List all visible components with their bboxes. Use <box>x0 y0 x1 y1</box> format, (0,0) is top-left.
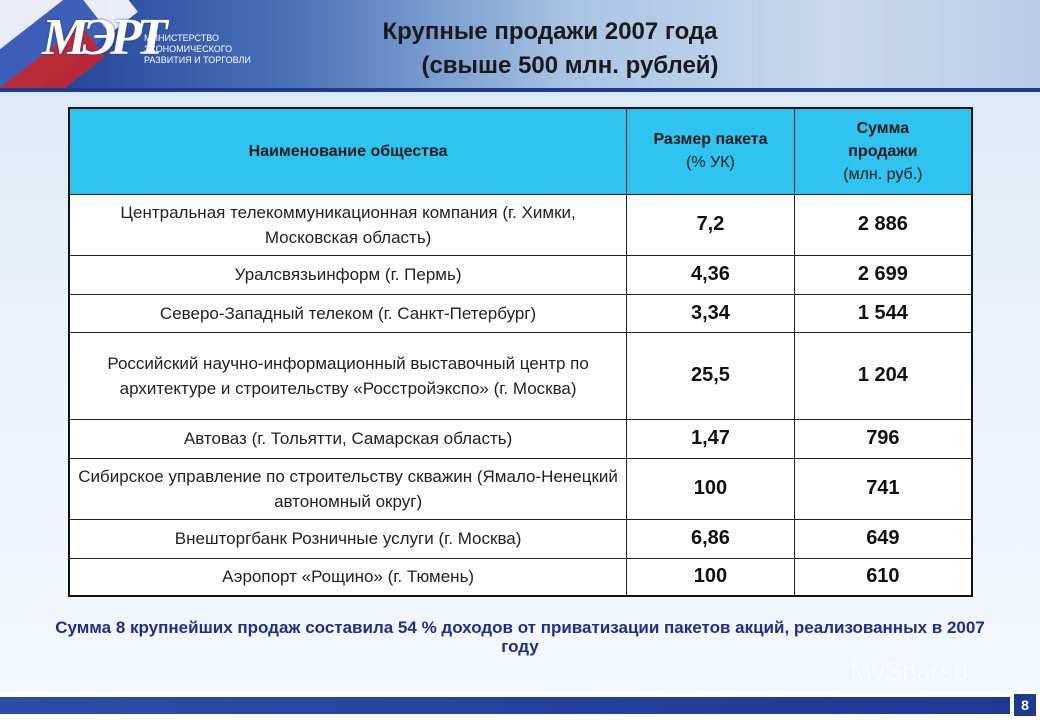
sale-sum: 649 <box>794 519 972 558</box>
package-size: 25,5 <box>627 332 795 419</box>
package-size: 1,47 <box>627 419 795 458</box>
ministry-logo: МЭРТ <box>42 9 162 66</box>
table-row <box>69 255 972 294</box>
company-name: Уралсвязьинформ (г. Пермь) <box>69 255 627 294</box>
bottom-stripe <box>0 697 1010 714</box>
company-name: Центральная телекоммуникационная компания (г. Химки, Московская область) <box>69 194 627 255</box>
table-row <box>69 194 972 255</box>
ministry-name: МИНИСТЕРСТВО ЭКОНОМИЧЕСКОГО РАЗВИТИЯ И ТОРГОВЛИ <box>144 33 251 65</box>
table-row <box>69 419 972 458</box>
table-row <box>69 332 972 419</box>
package-size: 4,36 <box>627 255 795 294</box>
company-name: Сибирское управление по строительству скважин (Ямало-Ненецкий автономный округ) <box>69 458 627 519</box>
company-name: Российский научно-информационный выставочный центр по архитектуре и строительству «Росстройэкспо» (г. Москва) <box>69 332 627 419</box>
header-package-unit: (% УК) <box>686 154 735 172</box>
sale-sum: 610 <box>794 558 972 596</box>
sale-sum: 1 204 <box>794 332 972 419</box>
header-divider <box>0 88 1040 92</box>
slide-header <box>0 0 1040 88</box>
company-name: Внешторгбанк Розничные услуги (г. Москва) <box>69 519 627 558</box>
table-row <box>69 294 972 332</box>
company-name: Автоваз (г. Тольятти, Самарская область) <box>69 419 627 458</box>
page-number: 8 <box>1014 694 1036 716</box>
package-size: 3,34 <box>627 294 795 332</box>
package-size: 7,2 <box>627 194 795 255</box>
sales-table <box>68 107 973 597</box>
header-package: Размер пакета (% УК) <box>627 108 795 194</box>
table-row <box>69 458 972 519</box>
table-row <box>69 519 972 558</box>
package-size: 100 <box>627 558 795 596</box>
watermark-logo: MyShared <box>850 656 969 686</box>
package-size: 100 <box>627 458 795 519</box>
table-header-row <box>69 108 972 194</box>
company-name: Аэропорт «Рощино» (г. Тюмень) <box>69 558 627 596</box>
table-row <box>69 558 972 596</box>
summary-note: Сумма 8 крупнейших продаж составила 54 % доходов от приватизации пакетов акций, реализованных в 2007 году <box>55 618 985 656</box>
package-size: 6,86 <box>627 519 795 558</box>
header-company: Наименование общества <box>69 108 627 194</box>
header-sum: Сумма продажи (млн. руб.) <box>794 108 972 194</box>
sale-sum: 2 699 <box>794 255 972 294</box>
slide-subtitle: (свыше 500 млн. рублей) <box>421 52 719 79</box>
sale-sum: 796 <box>794 419 972 458</box>
header-sum-unit: (млн. руб.) <box>843 165 923 183</box>
sale-sum: 741 <box>794 458 972 519</box>
slide-title: Крупные продажи 2007 года <box>382 18 718 45</box>
company-name: Северо-Западный телеком (г. Санкт-Петербург) <box>69 294 627 332</box>
sale-sum: 2 886 <box>794 194 972 255</box>
sale-sum: 1 544 <box>794 294 972 332</box>
